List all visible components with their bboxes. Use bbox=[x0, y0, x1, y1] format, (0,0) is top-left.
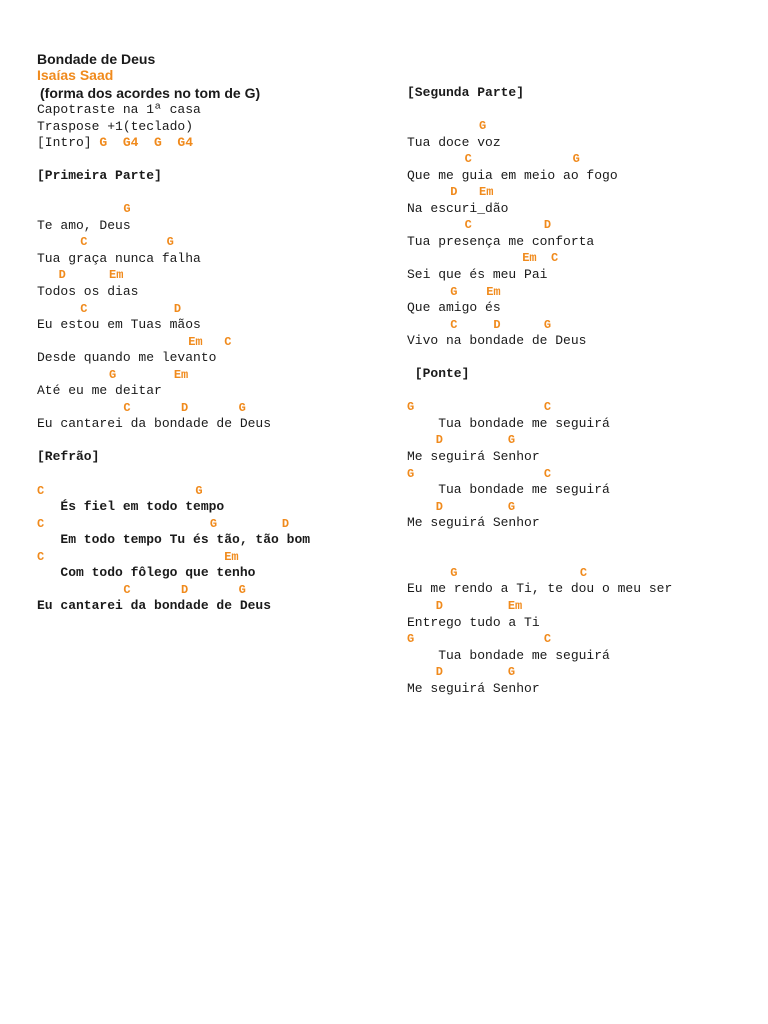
lyric-line: Vivo na bondade de Deus bbox=[407, 333, 587, 349]
lyric-line: Todos os dias bbox=[37, 284, 139, 300]
lyric-line: Entrego tudo a Ti bbox=[407, 614, 540, 630]
blank-line bbox=[37, 185, 310, 202]
chord-line: D Em bbox=[407, 598, 523, 613]
blank-line bbox=[407, 532, 672, 549]
chord-line: Em C bbox=[37, 334, 232, 349]
blank-line bbox=[407, 350, 672, 367]
lyric-line-bold: Eu cantarei da bondade de Deus bbox=[37, 598, 272, 614]
lyric-line: Eu cantarei da bondade de Deus bbox=[37, 416, 272, 432]
section-heading: [Primeira Parte] bbox=[37, 168, 162, 184]
chord-line: D Em bbox=[37, 268, 124, 283]
blank-line bbox=[37, 466, 310, 483]
right-column bbox=[407, 85, 672, 697]
lyric-line-bold: Em todo tempo Tu és tão, tão bom bbox=[37, 532, 311, 548]
lyric-line: Que amigo és bbox=[407, 300, 501, 316]
lyric-line: Eu estou em Tuas mãos bbox=[37, 317, 201, 333]
lyric-line: Até eu me deitar bbox=[37, 383, 162, 399]
lyric-line: Me seguirá Senhor bbox=[407, 515, 540, 531]
left-column bbox=[37, 102, 310, 615]
lyric-line: Na escuri_dão bbox=[407, 200, 509, 216]
chord-line: C D G bbox=[37, 400, 246, 415]
chord-line: C G D bbox=[37, 516, 290, 531]
chord-line: C G bbox=[407, 152, 580, 167]
section-heading: [Refrão] bbox=[37, 449, 100, 465]
artist-name: Isaías Saad bbox=[37, 67, 114, 83]
lyric-line: Tua bondade me seguirá bbox=[407, 482, 610, 498]
chord-line: C G bbox=[37, 235, 174, 250]
chord-line: D G bbox=[407, 499, 516, 514]
lyric-line: Sei que és meu Pai bbox=[407, 267, 548, 283]
lyric-line: Me seguirá Senhor bbox=[407, 680, 540, 696]
chord-line: G Em bbox=[407, 284, 501, 299]
lyric-line: Traspose +1(teclado) bbox=[37, 118, 194, 134]
chord-line: C D G bbox=[37, 582, 246, 597]
lyric-line: Tua bondade me seguirá bbox=[407, 415, 610, 431]
lyric-line-bold: És fiel em todo tempo bbox=[37, 499, 225, 515]
chord-line: D Em bbox=[407, 185, 494, 200]
chord-line: C G bbox=[37, 483, 203, 498]
chord-line: Em C bbox=[407, 251, 559, 266]
intro-chords: G G4 G G4 bbox=[99, 135, 194, 151]
blank-line bbox=[37, 433, 310, 450]
chord-line: D G bbox=[407, 665, 516, 680]
lyric-line: Te amo, Deus bbox=[37, 217, 131, 233]
intro-line bbox=[37, 135, 310, 152]
chord-line: G C bbox=[407, 466, 552, 481]
blank-line bbox=[37, 152, 310, 169]
chord-line: C D bbox=[37, 301, 182, 316]
lyric-line-bold: Com todo fôlego que tenho bbox=[37, 565, 256, 581]
lyric-line: Que me guia em meio ao fogo bbox=[407, 167, 618, 183]
chord-line: G C bbox=[407, 400, 552, 415]
lyric-line: Me seguirá Senhor bbox=[407, 449, 540, 465]
blank-line bbox=[407, 548, 672, 565]
chord-line: C Em bbox=[37, 549, 239, 564]
lyric-line: Tua doce voz bbox=[407, 134, 501, 150]
blank-line bbox=[407, 383, 672, 400]
chord-line: D G bbox=[407, 433, 516, 448]
chord-line: C D G bbox=[407, 317, 552, 332]
chord-line: G bbox=[37, 202, 131, 217]
section-heading: [Ponte] bbox=[407, 366, 470, 382]
chord-key-note: (forma dos acordes no tom de G) bbox=[40, 85, 261, 101]
chord-line: G Em bbox=[37, 367, 189, 382]
chord-line: G bbox=[407, 119, 487, 134]
lyric-line: Tua bondade me seguirá bbox=[407, 647, 610, 663]
lyric-line: Eu me rendo a Ti, te dou o meu ser bbox=[407, 581, 673, 597]
section-heading: [Segunda Parte] bbox=[407, 85, 525, 100]
chord-line: C D bbox=[407, 218, 552, 233]
chord-line: G C bbox=[407, 632, 552, 647]
lyric-line: Desde quando me levanto bbox=[37, 350, 217, 366]
chord-line: G C bbox=[407, 565, 588, 580]
intro-label: [Intro] bbox=[37, 135, 100, 151]
song-title: Bondade de Deus bbox=[37, 51, 156, 67]
lyric-line: Tua graça nunca falha bbox=[37, 250, 201, 266]
lyric-line: Tua presença me conforta bbox=[407, 233, 595, 249]
lyric-line: Capotraste na 1ª casa bbox=[37, 102, 201, 117]
blank-line bbox=[407, 102, 672, 119]
